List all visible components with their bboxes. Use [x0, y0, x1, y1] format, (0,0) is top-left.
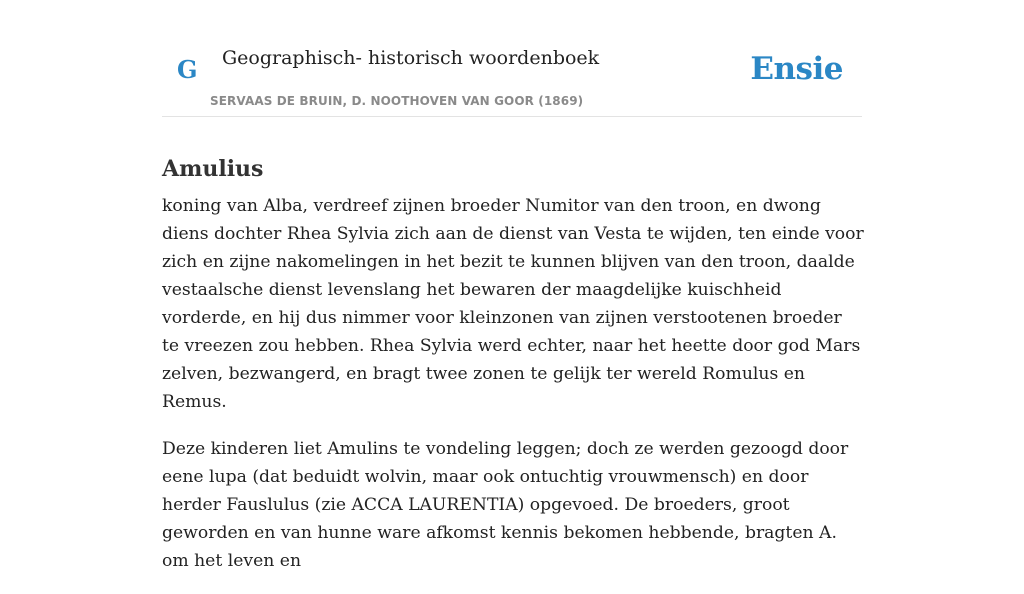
book-logo-icon[interactable]: G	[177, 55, 198, 84]
site-header	[162, 0, 862, 117]
book-author: SERVAAS DE BRUIN, D. NOOTHOVEN VAN GOOR (1869)	[210, 94, 584, 108]
entry-paragraph: koning van Alba, verdreef zijnen broeder Numitor van den troon, en dwong diens dochter Rhea Sylvia zich aan de dienst van Vesta te wijden, ten einde voor zich en zijne nakomelingen in het bezit te kunnen blijven van den troon, daalde vestaalsche dienst levenslang het bewaren der maagdelijke kuischheid vorderde, en hij dus nimmer voor kleinzonen van zijnen verstootenen broeder te vreezen zou hebben. Rhea Sylvia werd echter, naar het heette door god Mars zelven, bezwangerd, en bragt twee zonen te gelijk ter wereld Romulus en Remus.	[162, 196, 864, 412]
entry-body	[162, 192, 864, 594]
entry-paragraph: Deze kinderen liet Amulins te vondeling leggen; doch ze werden gezoogd door eene lupa (dat beduidt wolvin, maar ook ontuchtig vrouwmensch) en door herder Fauslulus (zie ACCA LAURENTIA) opgevoed. De broeders, groot geworden en van hunne ware afkomst kennis bekomen hebbende, bragten A. om het leven en	[162, 439, 849, 571]
page-container	[162, 0, 864, 571]
entry-title: Amulius	[162, 155, 264, 182]
ensie-logo-link[interactable]: Ensie	[750, 51, 843, 87]
book-title-link[interactable]: Geographisch- historisch woordenboek	[222, 47, 600, 69]
